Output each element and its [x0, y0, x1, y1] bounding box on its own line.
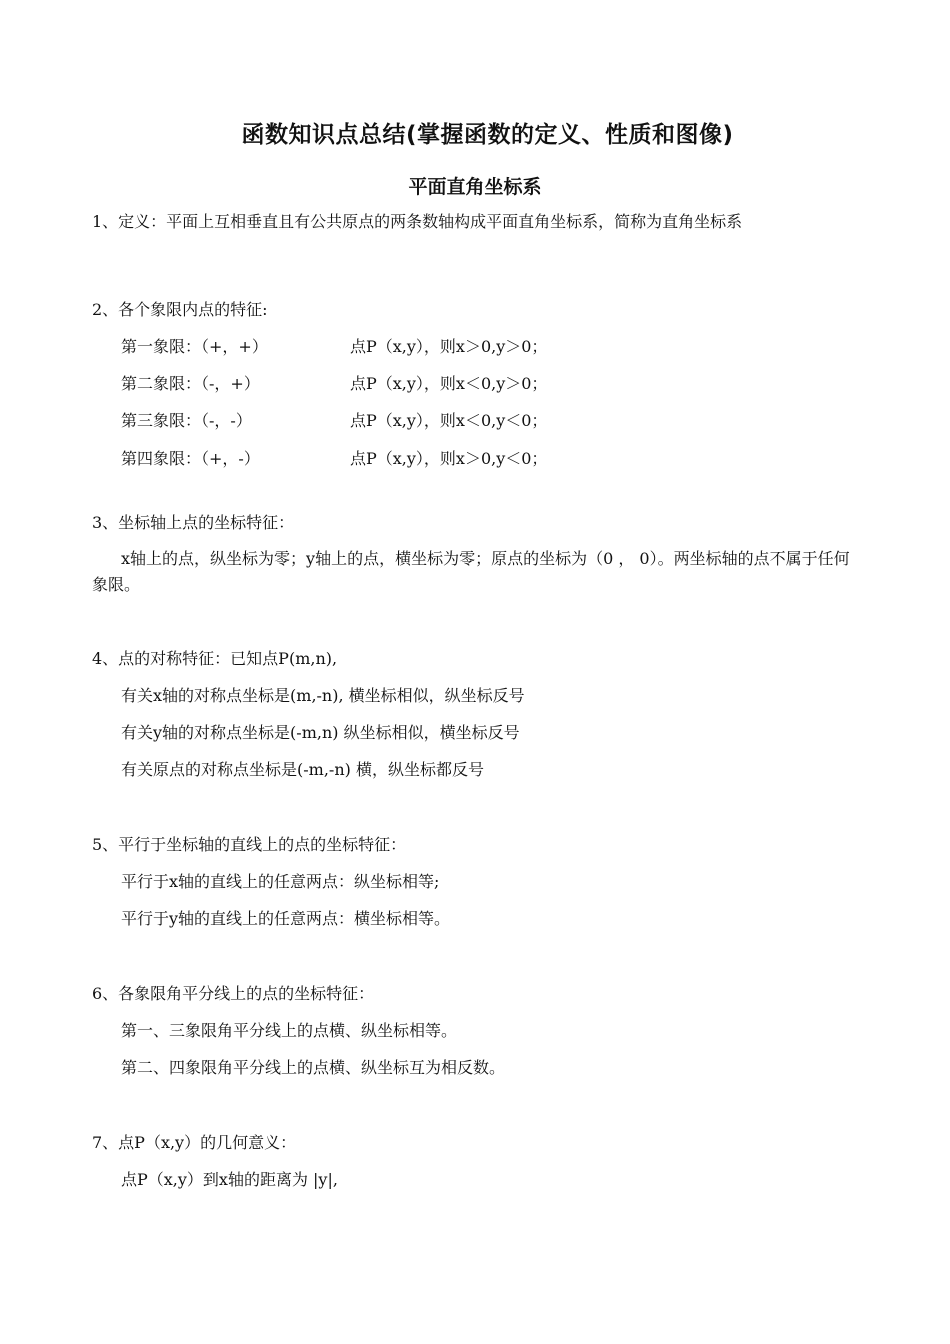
quadrant-desc: 点P（x,y），则x＞0,y＜0；	[350, 449, 548, 468]
section-subtitle: 平面直角坐标系	[408, 176, 542, 198]
parallel-item: 平行于x轴的直线上的任意两点：纵坐标相等;	[121, 872, 440, 891]
definition-paragraph: 1、定义：平面上互相垂直且有公共原点的两条数轴构成平面直角坐标系，简称为直角坐标系	[92, 212, 743, 231]
geometry-item: 点P（x,y）到x轴的距离为 |y|,	[121, 1170, 338, 1189]
quadrant-desc: 点P（x,y），则x＞0,y＞0；	[350, 337, 548, 356]
quadrant-label: 第四象限：（+，-）	[121, 449, 260, 468]
symmetry-item: 有关x轴的对称点坐标是(m,-n), 横坐标相似，纵坐标反号	[121, 686, 525, 705]
geometry-heading: 7、点P（x,y）的几何意义：	[92, 1133, 297, 1152]
axis-paragraph: x轴上的点，纵坐标为零；y轴上的点，横坐标为零；原点的坐标为（0 ， 0）。两坐标轴的点不属于任何象限。	[92, 549, 850, 594]
quadrant-label: 第三象限：（-，-）	[121, 411, 252, 430]
parallel-item: 平行于y轴的直线上的任意两点：横坐标相等。	[121, 909, 451, 928]
page-title: 函数知识点总结(掌握函数的定义、性质和图像)	[241, 122, 734, 148]
parallel-heading: 5、平行于坐标轴的直线上的点的坐标特征：	[92, 835, 407, 854]
bisector-item: 第一、三象限角平分线上的点横、纵坐标相等。	[121, 1021, 458, 1040]
bisector-item: 第二、四象限角平分线上的点横、纵坐标互为相反数。	[121, 1058, 506, 1077]
quadrant-label: 第二象限：（-，+）	[121, 374, 260, 393]
symmetry-item: 有关y轴的对称点坐标是(-m,n) 纵坐标相似，横坐标反号	[121, 723, 520, 742]
quadrant-desc: 点P（x,y），则x＜0,y＞0；	[350, 374, 548, 393]
symmetry-heading: 4、点的对称特征：已知点P(m,n),	[92, 649, 338, 668]
symmetry-item: 有关原点的对称点坐标是(-m,-n) 横，纵坐标都反号	[121, 760, 484, 779]
bisector-heading: 6、各象限角平分线上的点的坐标特征：	[92, 984, 375, 1003]
quadrant-heading: 2、各个象限内点的特征:	[92, 300, 268, 319]
quadrant-label: 第一象限：（+，+）	[121, 337, 268, 356]
axis-heading: 3、坐标轴上点的坐标特征：	[92, 513, 295, 532]
quadrant-desc: 点P（x,y），则x＜0,y＜0；	[350, 411, 548, 430]
